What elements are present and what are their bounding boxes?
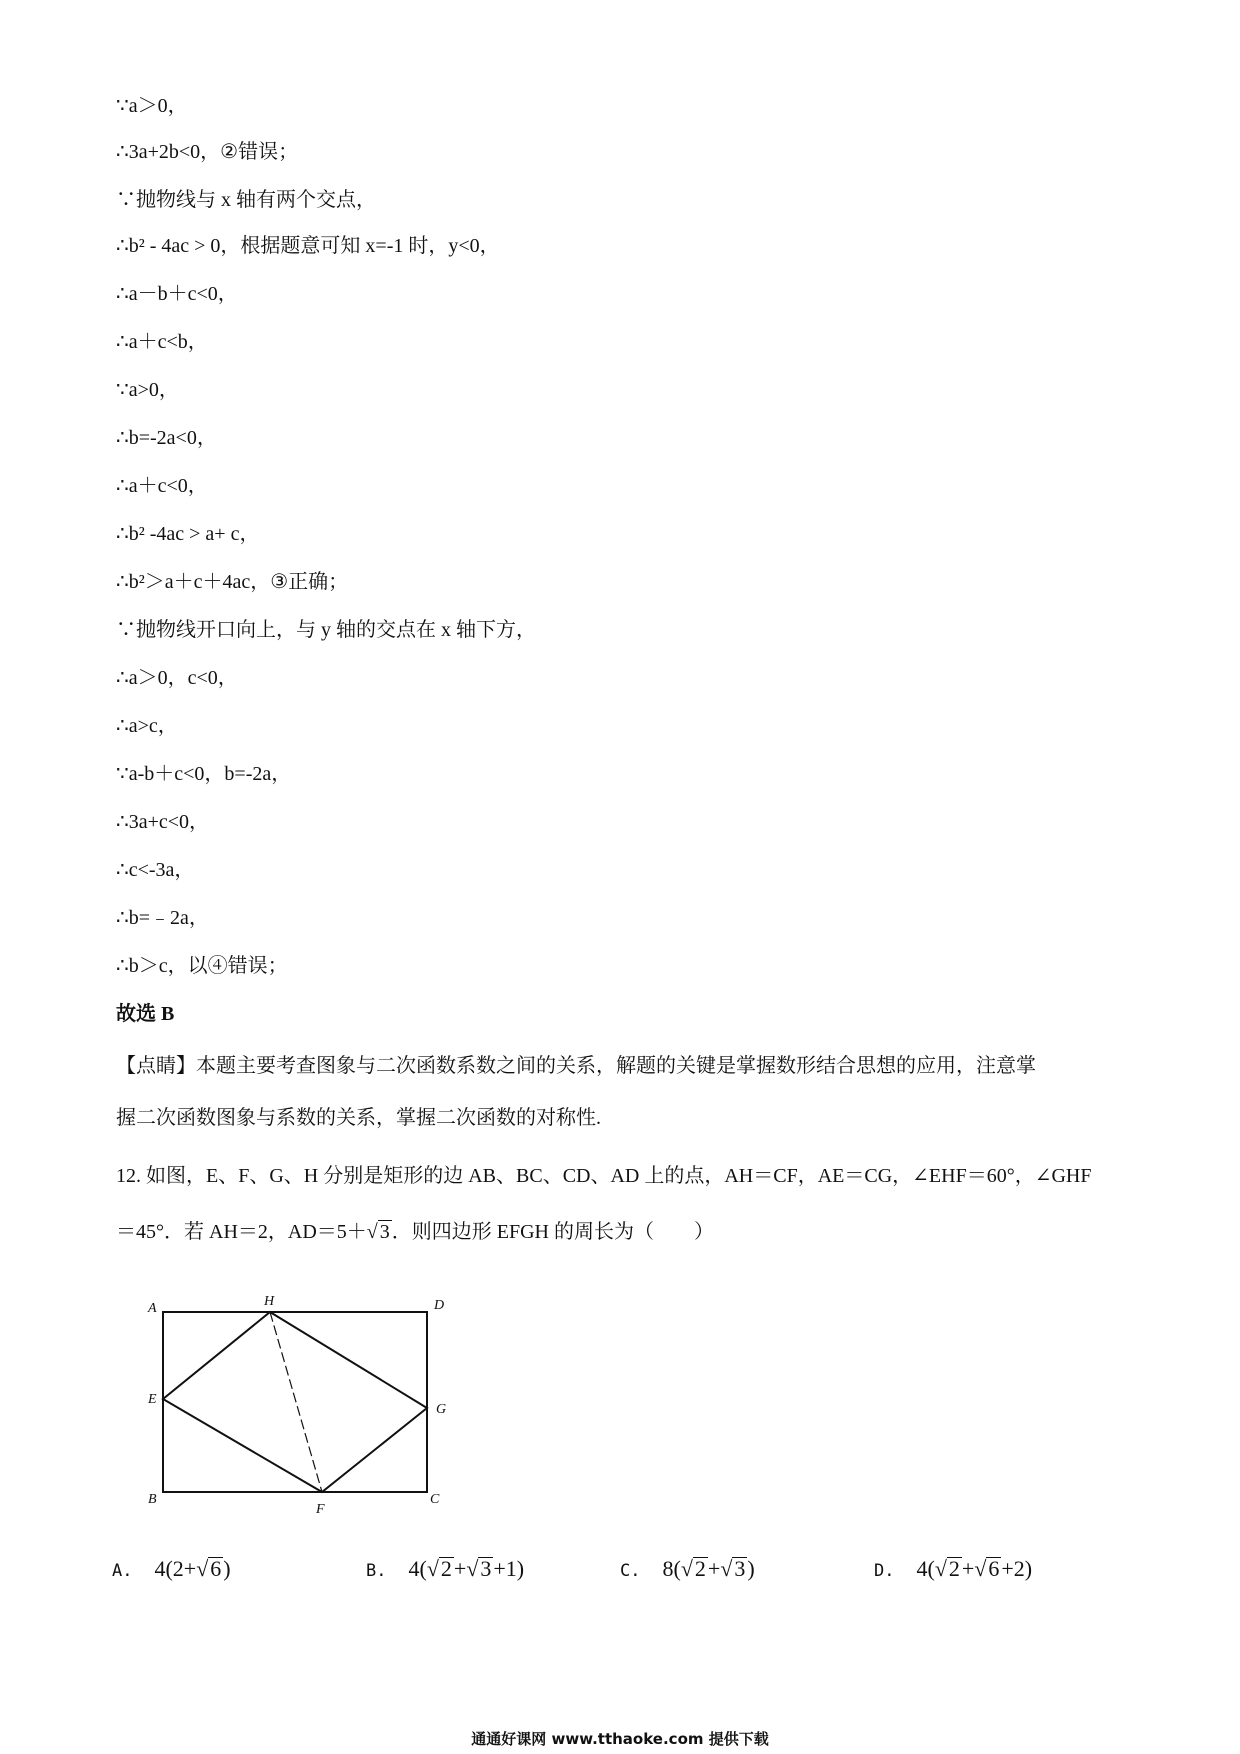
- option-d: [874, 1556, 1032, 1582]
- option-b-prefix: 4(: [408, 1556, 427, 1581]
- option-d-radicand-1: 2: [948, 1556, 960, 1581]
- solution-line-18: ∴b=﹣2a，: [116, 907, 209, 929]
- label-g: G: [436, 1402, 447, 1417]
- label-d: D: [434, 1298, 445, 1313]
- option-c-join-1: +: [707, 1556, 721, 1581]
- option-d-join-1: +: [961, 1556, 975, 1581]
- rectangle-figure: [140, 1295, 470, 1520]
- option-b-radicand-1: 2: [440, 1556, 452, 1581]
- solution-line-14: ∴a>c，: [116, 715, 178, 737]
- solution-line-1: ∵a＞0，: [116, 95, 188, 117]
- option-c-letter: C.: [620, 1561, 641, 1581]
- label-f: F: [316, 1502, 325, 1517]
- solution-line-6: ∴a＋c<b，: [116, 331, 208, 353]
- option-a-letter: A.: [112, 1561, 133, 1581]
- sqrt-sign: √: [680, 1556, 693, 1581]
- comment-line-1: 【点睛】本题主要考查图象与二次函数系数之间的关系，解题的关键是掌握数形结合思想的应用，注意掌: [116, 1055, 1036, 1077]
- solution-line-4: ∴b² - 4ac > 0，根据题意可知 x=-1 时，y<0，: [116, 235, 500, 257]
- solution-line-12: ∵抛物线开口向上，与 y 轴的交点在 x 轴下方，: [116, 619, 536, 641]
- answer-line: 故选 B: [116, 1003, 175, 1025]
- option-b-join-1: +: [453, 1556, 467, 1581]
- quadrilateral-efgh: [163, 1312, 427, 1492]
- option-a-prefix: 4(2+: [154, 1556, 197, 1581]
- rectangle-abcd: [163, 1312, 427, 1492]
- solution-line-16: ∴3a+c<0，: [116, 811, 210, 833]
- label-h: H: [264, 1295, 275, 1309]
- page-footer: 通通好课网 www.tthaoke.com 提供下载: [471, 1730, 769, 1748]
- solution-line-7: ∵a>0，: [116, 379, 179, 401]
- comment-line-2: 握二次函数图象与系数的关系，掌握二次函数的对称性.: [116, 1107, 601, 1129]
- sqrt-sign: √: [974, 1556, 987, 1581]
- answer-options: [112, 1556, 1112, 1596]
- option-a-radicand-1: 6: [210, 1556, 222, 1581]
- label-c: C: [430, 1492, 440, 1507]
- option-c-prefix: 8(: [662, 1556, 681, 1581]
- sqrt-sign: √: [426, 1556, 439, 1581]
- sqrt-sign: √: [196, 1556, 209, 1581]
- option-c: [620, 1556, 755, 1582]
- solution-line-19: ∴b＞c，以④错误；: [116, 955, 288, 977]
- solution-line-3: ∵抛物线与 x 轴有两个交点，: [116, 189, 376, 211]
- label-a: A: [148, 1301, 157, 1316]
- solution-line-15: ∵a-b＋c<0，b=-2a，: [116, 763, 292, 785]
- solution-line-5: ∴a－b＋c<0，: [116, 283, 238, 305]
- sqrt-sign: √: [934, 1556, 947, 1581]
- solution-line-9: ∴a＋c<0，: [116, 475, 208, 497]
- question-line-2-part-b: ．则四边形 EFGH 的周长为（ ）: [391, 1221, 714, 1243]
- solution-line-2: ∴3a+2b<0，②错误；: [116, 141, 299, 163]
- label-b: B: [148, 1492, 157, 1507]
- option-d-prefix: 4(: [916, 1556, 935, 1581]
- label-e: E: [148, 1392, 157, 1407]
- figure-svg: [140, 1295, 470, 1520]
- option-d-radicand-2: 6: [988, 1556, 1000, 1581]
- option-b: [366, 1556, 524, 1582]
- solution-line-13: ∴a＞0，c<0，: [116, 667, 238, 689]
- option-b-letter: B.: [366, 1561, 387, 1581]
- question-line-2: [116, 1218, 1136, 1246]
- solution-line-17: ∴c<-3a，: [116, 859, 195, 881]
- option-c-radicand-1: 2: [694, 1556, 706, 1581]
- solution-line-11: ∴b²＞a＋c＋4ac，③正确；: [116, 571, 349, 593]
- option-b-suffix: +1): [493, 1556, 525, 1581]
- option-a-suffix: ): [223, 1556, 231, 1581]
- option-c-radicand-2: 3: [734, 1556, 746, 1581]
- option-c-suffix: ): [747, 1556, 755, 1581]
- option-d-suffix: +2): [1001, 1556, 1033, 1581]
- question-line-1: 12. 如图，E、F、G、H 分别是矩形的边 AB、BC、CD、AD 上的点，AH＝CF，AE＝CG，∠EHF＝60°，∠GHF: [116, 1165, 1092, 1187]
- sqrt-sign: √: [720, 1556, 733, 1581]
- sqrt-sign: √: [366, 1221, 378, 1243]
- option-a: [112, 1556, 231, 1582]
- solution-line-8: ∴b=-2a<0，: [116, 427, 217, 449]
- option-b-radicand-2: 3: [480, 1556, 492, 1581]
- option-d-letter: D.: [874, 1561, 895, 1581]
- sqrt-radicand: 3: [379, 1221, 390, 1243]
- sqrt-sign: √: [466, 1556, 479, 1581]
- question-line-2-part-a: ＝45°．若 AH＝2，AD＝5＋: [116, 1221, 367, 1243]
- solution-line-10: ∴b² -4ac > a+ c，: [116, 523, 260, 545]
